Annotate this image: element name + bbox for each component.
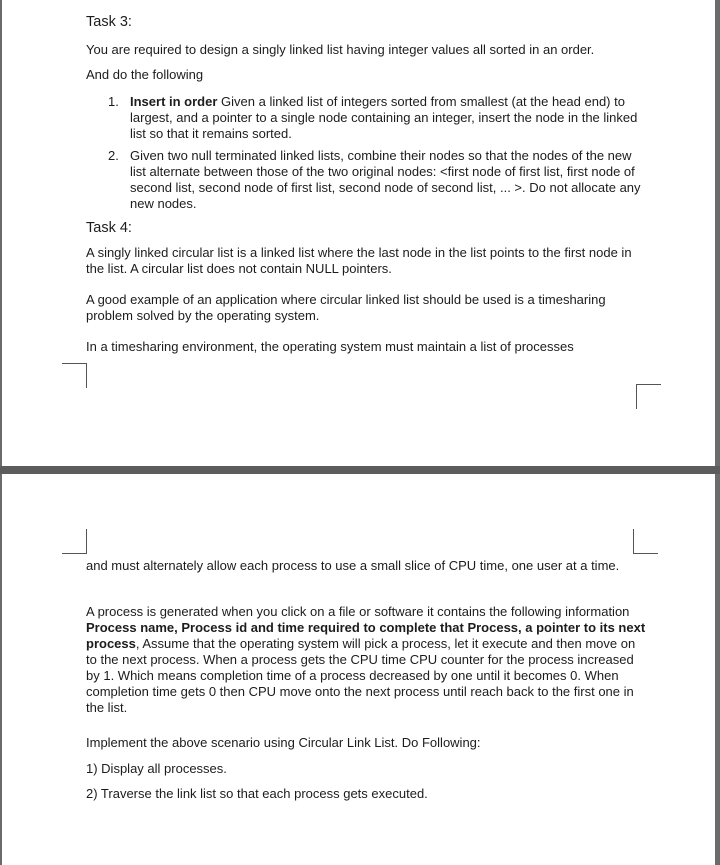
task3-list	[86, 94, 646, 212]
task3-intro: You are required to design a singly linked list having integer values all sorted in an order.	[86, 42, 595, 57]
task4-paragraph-3: In a timesharing environment, the operating system must maintain a list of processes	[86, 339, 574, 354]
page2-paragraph-2: A process is generated when you click on a file or software it contains the following information Process name, Process id and time required to complete that Process, a pointer to its next process, Assume that the operating system will pick a process, let it execute and then move on to the next process. When a process gets the CPU time CPU counter for the process increased by 1. Which means completion time of a process decreased by one until it becomes 0. When completion time gets 0 then CPU move onto the next process until reach back to the first one in the list.	[86, 604, 646, 715]
list-item: 2. Given two null terminated linked lists, combine their nodes so that the nodes of the new list alternate between those of the two original nodes: <first node of first list, first node of second list, second node of first list, second node of second list, ... >. Do not allocate any new nodes.	[108, 148, 641, 211]
page2-paragraph-1: and must alternately allow each process to use a small slice of CPU time, one user at a time.	[86, 558, 620, 573]
document-page-2	[2, 474, 715, 865]
page2-item-1: 1) Display all processes.	[86, 761, 227, 776]
document-page-1	[2, 0, 715, 466]
page2-item-2: 2) Traverse the link list so that each process gets executed.	[86, 786, 428, 801]
list-item: 1. Insert in order Given a linked list of integers sorted from smallest (at the head end) to largest, and a pointer to a single node containing an integer, insert the node in the linked list so that it remains sorted.	[108, 94, 638, 141]
page2-paragraph-3: Implement the above scenario using Circular Link List. Do Following:	[86, 735, 481, 750]
task4-paragraph-1: A singly linked circular list is a linked list where the last node in the list points to the first node in the list. A circular list does not contain NULL pointers.	[86, 245, 632, 276]
task3-heading: Task 3:	[86, 14, 132, 30]
task3-intro-2: And do the following	[86, 67, 204, 82]
margin-corner-bottom-right	[636, 384, 661, 409]
task4-heading: Task 4:	[86, 220, 132, 236]
task4-paragraph-2: A good example of an application where circular linked list should be used is a timesharing problem solved by the operating system.	[86, 292, 606, 323]
margin-corner-top-left	[62, 529, 87, 554]
insert-in-order-label: Insert in order	[130, 94, 218, 109]
process-fields: Process name, Process id and time required to complete that Process, a pointer to its next process	[86, 620, 646, 651]
margin-corner-top-right	[633, 529, 658, 554]
margin-corner-bottom-left	[62, 363, 87, 388]
page-gap	[0, 466, 720, 474]
